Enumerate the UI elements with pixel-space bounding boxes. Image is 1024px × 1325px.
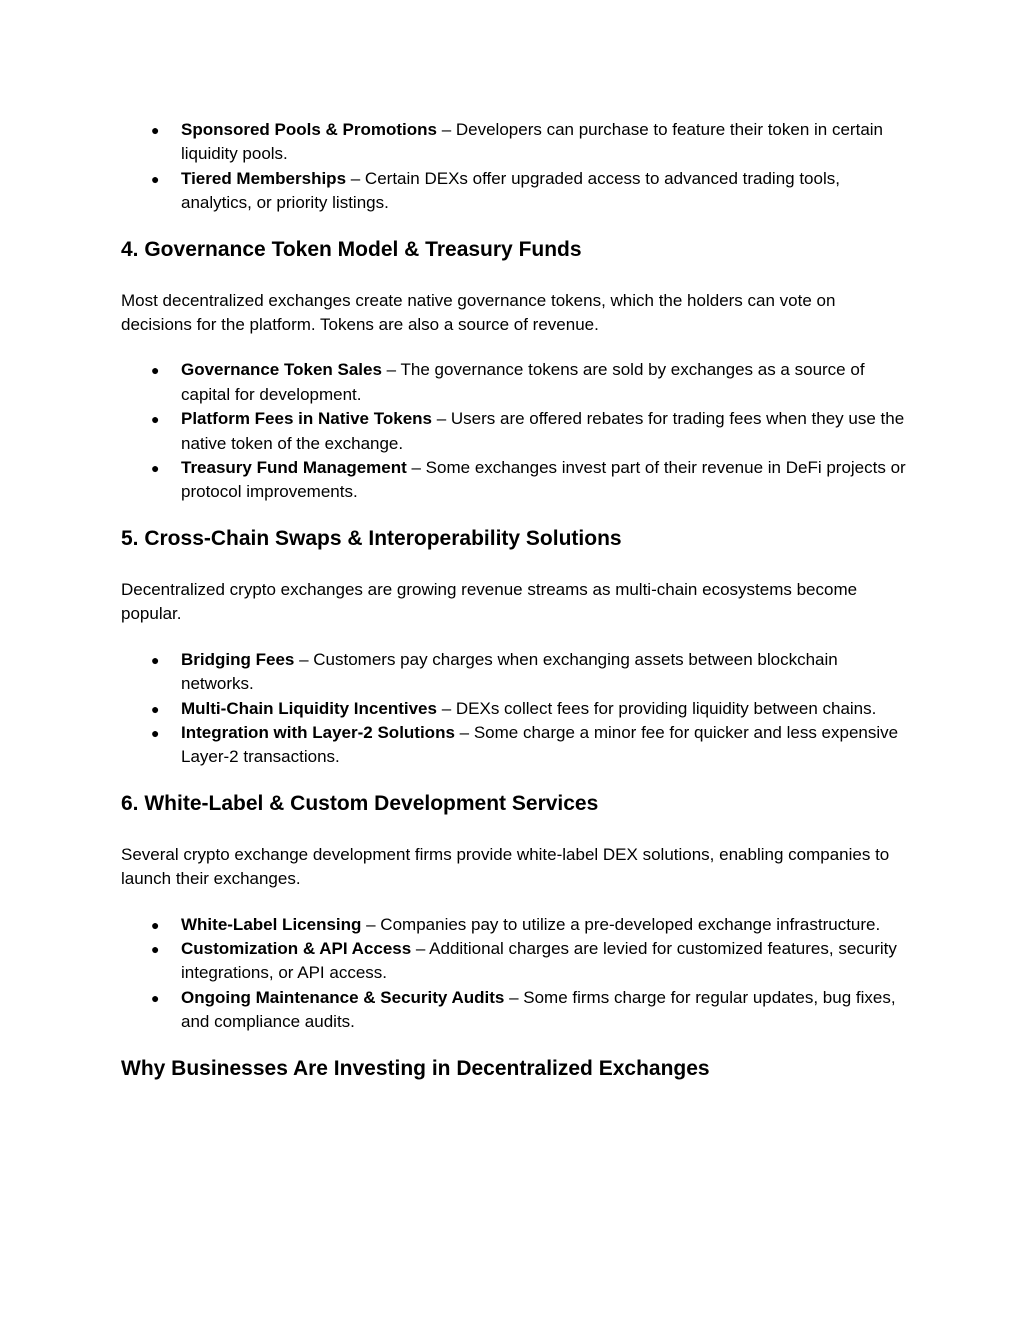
item-term: White-Label Licensing: [181, 914, 362, 934]
bullet-icon: ●: [151, 916, 160, 933]
bullet-icon: ●: [151, 940, 160, 957]
bullet-icon: ●: [151, 170, 160, 187]
list-item: [121, 358, 911, 407]
final-heading: Why Businesses Are Investing in Decentralized Exchanges: [121, 1056, 710, 1080]
item-term: Multi-Chain Liquidity Incentives: [181, 698, 437, 718]
item-description: – Certain DEXs offer upgraded access to advanced trading tools, analytics, or priority listings.: [181, 168, 840, 213]
list-item: [121, 913, 911, 937]
list-item: [121, 986, 911, 1035]
section-heading: 6. White-Label & Custom Development Services: [121, 791, 599, 815]
bullet-list-top: [121, 118, 911, 216]
bullet-icon: ●: [151, 700, 160, 717]
item-term: Treasury Fund Management: [181, 458, 407, 478]
list-item: [121, 118, 911, 167]
section-heading: 4. Governance Token Model & Treasury Funds: [121, 237, 582, 261]
section-heading: 5. Cross-Chain Swaps & Interoperability Solutions: [121, 526, 622, 550]
item-term: Sponsored Pools & Promotions: [181, 120, 437, 139]
list-item: [121, 697, 911, 721]
bullet-list: [121, 913, 911, 1035]
section-intro: Several crypto exchange development firms provide white-label DEX solutions, enabling companies to launch their exchanges.: [121, 844, 890, 889]
list-item: [121, 937, 911, 986]
bullet-icon: ●: [151, 411, 160, 428]
item-description: – Customers pay charges when exchanging assets between blockchain networks.: [181, 649, 838, 694]
list-item: [121, 721, 911, 770]
item-description: – Developers can purchase to feature their token in certain liquidity pools.: [181, 120, 884, 164]
item-term: Customization & API Access: [181, 938, 412, 958]
item-description: – Some charge a minor fee for quicker and less expensive Layer-2 transactions.: [181, 722, 899, 767]
item-description: – Some exchanges invest part of their revenue in DeFi projects or protocol improvements.: [181, 458, 906, 502]
item-term: Integration with Layer-2 Solutions: [181, 722, 455, 742]
item-term: Bridging Fees: [181, 649, 295, 669]
bullet-icon: ●: [151, 989, 160, 1006]
item-description: – Users are offered rebates for trading fees when they use the native token of the exchange.: [181, 409, 905, 453]
section-intro: Most decentralized exchanges create native governance tokens, which the holders can vote on decisions for the platform. Tokens are also a source of revenue.: [121, 290, 836, 335]
item-term: Platform Fees in Native Tokens: [181, 409, 432, 429]
item-description: – The governance tokens are sold by exchanges as a source of capital for development.: [181, 360, 865, 404]
bullet-icon: ●: [151, 651, 160, 668]
bullet-icon: ●: [151, 362, 160, 379]
list-item: [121, 167, 911, 216]
item-description: – Companies pay to utilize a pre-developed exchange infrastructure.: [361, 914, 881, 934]
bullet-icon: ●: [151, 724, 160, 741]
item-term: Governance Token Sales: [181, 360, 382, 380]
item-description: – DEXs collect fees for providing liquidity between chains.: [436, 698, 877, 718]
document-page: [121, 118, 911, 1083]
list-item: [121, 648, 911, 697]
list-item: [121, 456, 911, 505]
section-intro: Decentralized crypto exchanges are growing revenue streams as multi-chain ecosystems become popular.: [121, 579, 858, 624]
bullet-list: [121, 358, 911, 504]
bullet-icon: ●: [151, 460, 160, 477]
bullet-list: [121, 648, 911, 770]
item-description: – Additional charges are levied for customized features, security integrations, or API access.: [181, 938, 897, 983]
item-term: Tiered Memberships: [181, 168, 347, 188]
item-term: Ongoing Maintenance & Security Audits: [181, 987, 505, 1007]
list-item: [121, 407, 911, 456]
bullet-icon: ●: [151, 122, 160, 138]
item-description: – Some firms charge for regular updates, bug fixes, and compliance audits.: [181, 987, 896, 1032]
